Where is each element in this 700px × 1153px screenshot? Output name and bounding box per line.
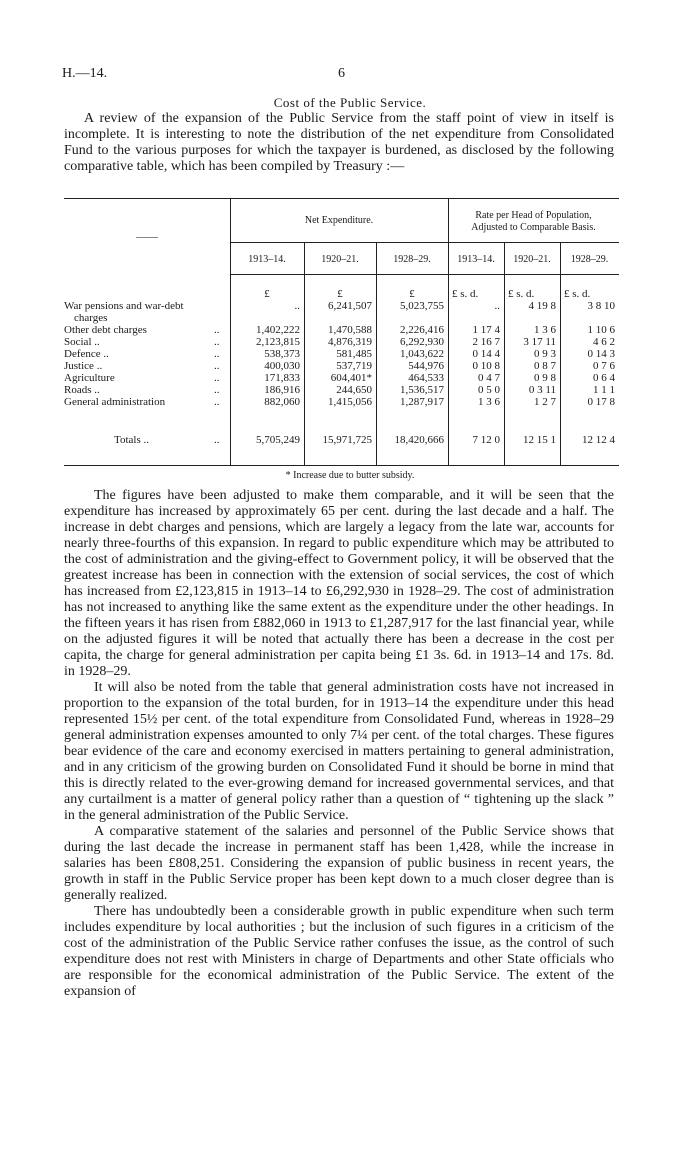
table-cell: 6,241,507 <box>328 300 372 312</box>
totals-cell: 18,420,666 <box>394 434 444 446</box>
table-cell: 537,719 <box>336 360 372 372</box>
table-cell: 3 17 11 <box>523 336 556 348</box>
leader-dots: .. <box>214 434 220 446</box>
table-cell: 1 17 4 <box>472 324 500 336</box>
table-cell: 544,976 <box>408 360 444 372</box>
table-cell: 4 19 8 <box>528 300 556 312</box>
expenditure-table <box>64 198 619 466</box>
currency-unit: £ <box>264 288 270 300</box>
table-cell: 1 10 6 <box>587 324 615 336</box>
table-cell: 1,470,588 <box>328 324 372 336</box>
table-col-rule <box>560 242 561 465</box>
leader-dots: .. <box>214 348 220 360</box>
stub-dash: —— <box>136 231 158 243</box>
body-paragraph: There has undoubtedly been a considerable growth in public expenditure when such term includes expenditure by local authorities ; but the inclusion of such figures in a criticism of the cost of the administration of the Public Service rather confuses the issue, as the control of such expenditure does not rest with Ministers in charge of Departments and other State officials who are responsible for the economical administration of the Public Service. The extent of the expansion of <box>64 904 614 999</box>
totals-cell: 12 12 4 <box>582 434 615 446</box>
table-cell: 3 8 10 <box>587 300 615 312</box>
table-cell: 1 3 6 <box>478 396 500 408</box>
table-cell: 1,043,622 <box>400 348 444 360</box>
currency-unit: £ <box>409 288 415 300</box>
table-col-rule <box>504 242 505 465</box>
body-paragraph: It will also be noted from the table that general administration costs have not increased in proportion to the expansion of the total burden, for in 1913–14 the expenditure under this head represented 15½ per cent. of the total expenditure from Consolidated Fund, whereas in 1928–29 general administration expenses amounted to only 7¼ per cent. of the total charges. These figures bear evidence of the care and economy exercised in matters pertaining to general administration, and in any criticism of the growing burden on Consolidated Fund it should be borne in mind that this is directly related to the ever-growing demand for increased governmental services, and that any curtailment is a matter of general policy rather than a question of “ tightening up the slack ” in the general administration of the Public Service. <box>64 680 614 823</box>
table-cell: 1,402,222 <box>256 324 300 336</box>
table-cell: 0 9 8 <box>534 372 556 384</box>
table-cell: 4,876,319 <box>328 336 372 348</box>
table-cell: 4 6 2 <box>593 336 615 348</box>
table-top-rule <box>64 198 619 199</box>
totals-cell: 12 15 1 <box>523 434 556 446</box>
table-cell: 464,533 <box>408 372 444 384</box>
row-label-continued: charges <box>74 312 108 324</box>
page-number: 6 <box>338 66 345 81</box>
table-cell: 171,833 <box>264 372 300 384</box>
leader-dots: .. <box>214 336 220 348</box>
intro-paragraph <box>64 111 614 175</box>
year-header: 1913–14. <box>457 254 495 265</box>
table-cell: 0 3 11 <box>528 384 556 396</box>
body-paragraph: The figures have been adjusted to make them comparable, and it will be seen that the expenditure has increased by approximately 65 per cent. during the last decade and a half. The increase in debt charges and pensions, which are largely a legacy from the late war, accounts for nearly three-fourths of this expansion. In regard to public expenditure which may be attributed to the cost of administration and the giving-effect to Government policy, it will be observed that the greatest increase has been in connection with the extension of social services, the cost of which has increased from £2,123,815 in 1913–14 to £6,292,930 in 1928–29. The cost of administration has not increased to anything like the same extent as the expenditure under the other headings. In the fifteen years it has risen from £882,060 in 1913 to £1,287,917 for the last financial year, while on the adjusted figures it will be noted that actually there has been a decrease in the cost per capita, the charge for general administration per capita being £1 3s. 6d. in 1913–14 and 17s. 8d. in 1928–29. <box>64 488 614 679</box>
table-cell: 2 16 7 <box>472 336 500 348</box>
rate-per-head-subheader: Adjusted to Comparable Basis. <box>471 222 596 233</box>
currency-unit: £ s. d. <box>564 288 591 300</box>
row-label: Roads .. <box>64 384 100 396</box>
table-cell: .. <box>494 300 500 312</box>
totals-cell: 15,971,725 <box>322 434 372 446</box>
table-cell: 0 5 0 <box>478 384 500 396</box>
year-header: 1928–29. <box>393 254 431 265</box>
table-cell: 6,292,930 <box>400 336 444 348</box>
row-label: Other debt charges <box>64 324 147 336</box>
table-cell: 0 17 8 <box>587 396 615 408</box>
table-cell: 2,226,416 <box>400 324 444 336</box>
currency-unit: £ <box>337 288 343 300</box>
document-reference: H.—14. <box>62 66 108 81</box>
table-cell: 0 4 7 <box>478 372 500 384</box>
rate-per-head-header: Rate per Head of Population, <box>475 210 592 221</box>
leader-dots: .. <box>214 384 220 396</box>
currency-unit: £ s. d. <box>508 288 535 300</box>
table-cell: 1 2 7 <box>534 396 556 408</box>
row-label: General administration <box>64 396 166 408</box>
table-cell: 581,485 <box>336 348 372 360</box>
table-cell: 0 14 3 <box>587 348 615 360</box>
section-title: Cost of the Public Service. <box>273 95 427 110</box>
table-cell: 0 10 8 <box>472 360 500 372</box>
table-bottom-rule <box>64 465 619 466</box>
table-cell: 0 14 4 <box>472 348 500 360</box>
row-label: Justice .. <box>64 360 103 372</box>
totals-label: Totals .. <box>114 434 149 446</box>
table-cell: 0 7 6 <box>593 360 615 372</box>
table-cell: 5,023,755 <box>400 300 444 312</box>
table-cell: 186,916 <box>264 384 300 396</box>
row-label: Defence .. <box>64 348 109 360</box>
table-cell: 1,287,917 <box>400 396 444 408</box>
intro-text: A review of the expansion of the Public Service from the staff point of view in itself is incomplete. It is interesting to note the distribution of the net expenditure from Consolidated Fund to the various purposes for which the taxpayer is burdened, as disclosed by the following comparative table, which has been compiled by Treasury :— <box>64 111 614 174</box>
totals-cell: 5,705,249 <box>256 434 300 446</box>
table-col-rule <box>448 198 449 465</box>
leader-dots: .. <box>214 324 220 336</box>
table-cell: 244,650 <box>336 384 372 396</box>
table-cell: 2,123,815 <box>256 336 300 348</box>
table-cell: 882,060 <box>264 396 300 408</box>
body-paragraph: A comparative statement of the salaries and personnel of the Public Service shows that during the last decade the increase in permanent staff has been 1,428, while the increase in salaries has been £808,251. Considering the expansion of public business in recent years, the growth in staff in the Public Service proper has been kept down to a much closer degree than is generally realized. <box>64 824 614 903</box>
row-label: Agriculture <box>64 372 115 384</box>
table-col-rule <box>376 242 377 465</box>
year-header: 1928–29. <box>570 254 609 265</box>
table-cell: 538,373 <box>264 348 300 360</box>
table-cell: 1,536,517 <box>400 384 444 396</box>
table-cell: 1 3 6 <box>534 324 556 336</box>
leader-dots: .. <box>214 360 220 372</box>
table-col-rule <box>304 242 305 465</box>
totals-cell: 7 12 0 <box>472 434 500 446</box>
table-cell: 1 1 1 <box>593 384 615 396</box>
table-cell: 0 8 7 <box>534 360 556 372</box>
currency-unit: £ s. d. <box>452 288 479 300</box>
table-cell: 1,415,056 <box>328 396 372 408</box>
table-cell: 604,401* <box>330 372 372 384</box>
year-header: 1920–21. <box>513 254 551 265</box>
table-cell: .. <box>294 300 300 312</box>
table-footnote: * Increase due to butter subsidy. <box>285 470 415 481</box>
year-header: 1913–14. <box>248 254 286 265</box>
leader-dots: .. <box>214 372 220 384</box>
table-cell: 400,030 <box>264 360 300 372</box>
net-expenditure-header: Net Expenditure. <box>304 215 374 226</box>
row-label: Social .. <box>64 336 100 348</box>
table-cell: 0 6 4 <box>593 372 615 384</box>
table-cell: 0 9 3 <box>534 348 556 360</box>
row-label: War pensions and war-debt <box>64 300 184 312</box>
body-text <box>64 488 614 1000</box>
leader-dots: .. <box>214 396 220 408</box>
table-col-rule <box>230 198 231 465</box>
year-header: 1920–21. <box>321 254 359 265</box>
